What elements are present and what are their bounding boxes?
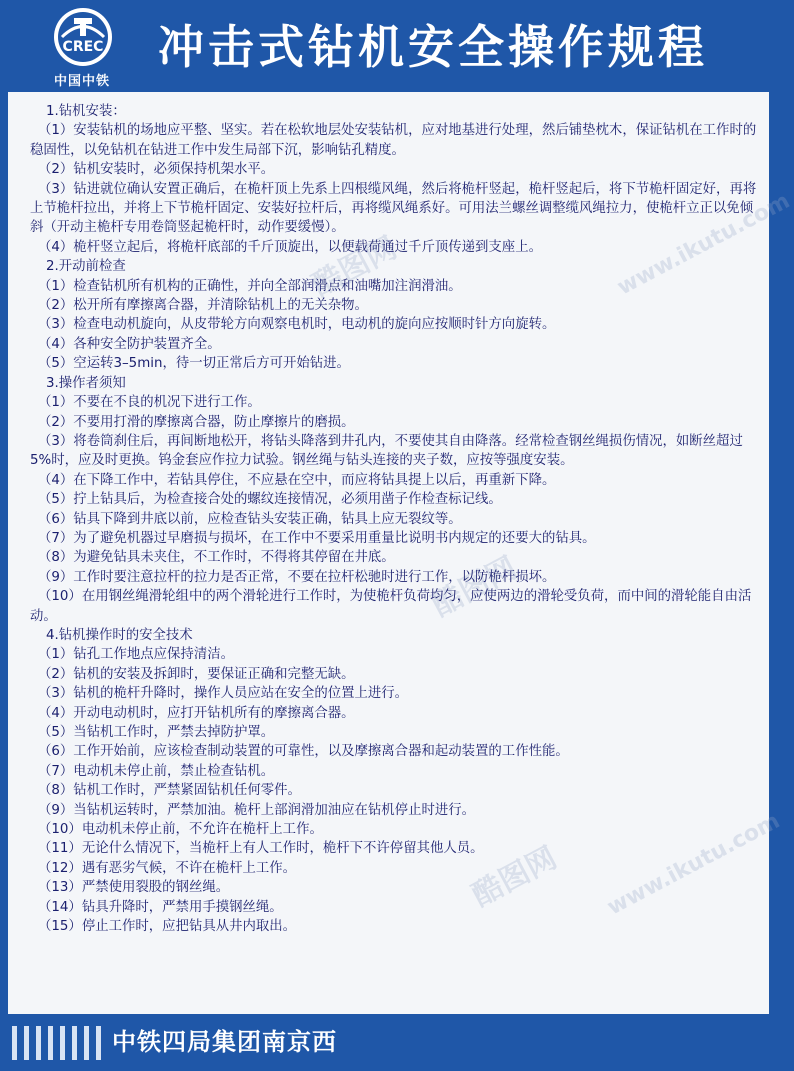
watermark: 酷图网 — [426, 550, 523, 624]
watermark: 酷图网 — [306, 230, 403, 304]
rule-item: （11）无论什么情况下，当桅杆上有人工作时，桅杆下不许停留其他人员。 — [38, 841, 484, 857]
rule-item: （7）电动机未停止前，禁止检查钻机。 — [38, 763, 275, 779]
rule-item: （5）空运转3–5min，待一切正常后方可开始钻进。 — [38, 356, 350, 372]
rule-item: （1）检查钻机所有机构的正确性，并向全部润滑点和油嘴加注润滑油。 — [38, 278, 462, 294]
rule-item: （1）不要在不良的机况下进行工作。 — [38, 395, 261, 411]
crec-logo — [22, 6, 142, 88]
crec-logo-icon — [52, 6, 114, 68]
watermark-url: www.ikutu.com — [613, 188, 794, 301]
rule-item: （5）当钻机工作时，严禁去掉防护罩。 — [38, 725, 275, 740]
rule-item: （4）桅杆竖立起后，将桅杆底部的千斤顶旋出，以便载荷通过千斤顶传递到支座上。 — [38, 239, 542, 255]
rule-item: （6）钻具下降到井底以前，应检查钻头安装正确，钻具上应无裂纹等。 — [38, 511, 462, 527]
rule-item: （2）不要用打滑的摩擦离合器，防止摩擦片的磨损。 — [38, 414, 355, 430]
footer-banner — [0, 1014, 777, 1071]
rule-item: （3）检查电动机旋向，从皮带轮方向观察电机时，电动机的旋向应按顺时针方向旋转。 — [38, 317, 556, 333]
rule-item: （14）钻具升降时，严禁用手摸钢丝绳。 — [38, 899, 283, 915]
footer-stripes — [12, 1026, 102, 1060]
rule-item: （13）严禁使用裂股的钢丝绳。 — [38, 880, 230, 896]
rule-item: （2）钻机的安装及拆卸时，要保证正确和完整无缺。 — [38, 666, 355, 682]
rule-item: （10）电动机未停止前，不允许在桅杆上工作。 — [38, 822, 323, 838]
page-title: 冲击式钻机安全操作规程 — [158, 20, 708, 74]
rule-item: （2）钻机安装时，必须保持机架水平。 — [38, 162, 275, 178]
footer-text: 中铁四局集团南京西 — [112, 1028, 337, 1056]
logo-text: 中国中铁 — [53, 74, 110, 89]
rule-item: （1）安装钻机的场地应平整、坚实。若在松软地层处安装钻机，应对地基进行处理，然后铺垫枕木，保证钻机在工作时的稳固性，以免钻机在钻进工作中发生局部下沉，影响钻孔精度。 — [30, 123, 757, 158]
rule-item: （5）拧上钻具后，为检查接合处的螺纹连接情况，必须用凿子作检查标记线。 — [38, 492, 502, 508]
rule-item: （1）钻孔工作地点应保持清洁。 — [38, 647, 234, 663]
header-banner — [0, 0, 777, 92]
section-heading: 2.开动前检查 — [46, 259, 126, 275]
watermark: 酷图网 — [466, 840, 563, 914]
rule-item: （3）钻机的桅杆升降时，操作人员应站在安全的位置上进行。 — [38, 686, 409, 702]
section-heading: 4.钻机操作时的安全技术 — [46, 627, 193, 643]
rule-item: （4）开动电动机时，应打开钻机所有的摩擦离合器。 — [38, 705, 355, 721]
rule-item: （2）松开所有摩擦离合器，并清除钻机上的无关杂物。 — [38, 298, 368, 314]
rule-item: （9）当钻机运转时，严禁加油。桅杆上部润滑加油应在钻机停止时进行。 — [38, 802, 476, 818]
section-heading: 1.钻机安装： — [46, 104, 126, 119]
rule-item: （3）将卷筒刹住后，再间断地松开，将钻头降落到井孔内，不要使其自由降落。经常检查钢丝绳损伤情况，如断丝超过5%时，应及时更换。钨金套应作拉力试验。钢丝绳与钻头连接的夹子数，应按等强度安装。 — [30, 433, 743, 469]
rules-panel — [8, 92, 794, 1014]
rule-item: （10）在用钢丝绳滑轮组中的两个滑轮进行工作时，为使桅杆负荷均匀，应使两边的滑轮受负荷，而中间的滑轮能自由活动。 — [30, 589, 752, 624]
rule-item: （3）钻进就位确认安置正确后，在桅杆顶上先系上四根缆风绳，然后将桅杆竖起，桅杆竖起后，将下节桅杆固定好，再将上节桅杆拉出，并将上下节桅杆固定、安装好拉杆后，再将缆风绳系好。可用法兰螺丝调整缆风绳拉力，使桅杆立正以免倾斜（开动主桅杆专用卷筒竖起桅杆时，动作要缓慢）。 — [30, 181, 757, 236]
rule-item: （8）为避免钻具未夹住，不工作时，不得将其停留在井底。 — [38, 550, 395, 566]
rule-item: （9）工作时要注意拉杆的拉力是否正常，不要在拉杆松驰时进行工作，以防桅杆损坏。 — [38, 569, 556, 585]
rules-content — [30, 102, 758, 936]
rule-item: （4）在下降工作中，若钻具停住，不应悬在空中，而应将钻具提上以后，再重新下降。 — [38, 472, 556, 488]
rule-item: （4）各种安全防护装置齐全。 — [38, 336, 221, 352]
rule-item: （6）工作开始前，应该检查制动装置的可靠性，以及摩擦离合器和起动装置的工作性能。 — [38, 744, 569, 760]
rule-item: （7）为了避免机器过早磨损与损坏，在工作中不要采用重量比说明书内规定的还要大的钻具。 — [38, 530, 596, 546]
rule-item: （12）遇有恶劣气候，不许在桅杆上工作。 — [38, 860, 297, 876]
rule-item: （8）钻机工作时，严禁紧固钻机任何零件。 — [38, 783, 301, 799]
section-heading: 3.操作者须知 — [46, 375, 126, 391]
rule-item: （15）停止工作时，应把钻具从井内取出。 — [38, 919, 297, 935]
watermark-url: www.ikutu.com — [603, 808, 785, 921]
logo-mark: CREC — [62, 39, 104, 55]
